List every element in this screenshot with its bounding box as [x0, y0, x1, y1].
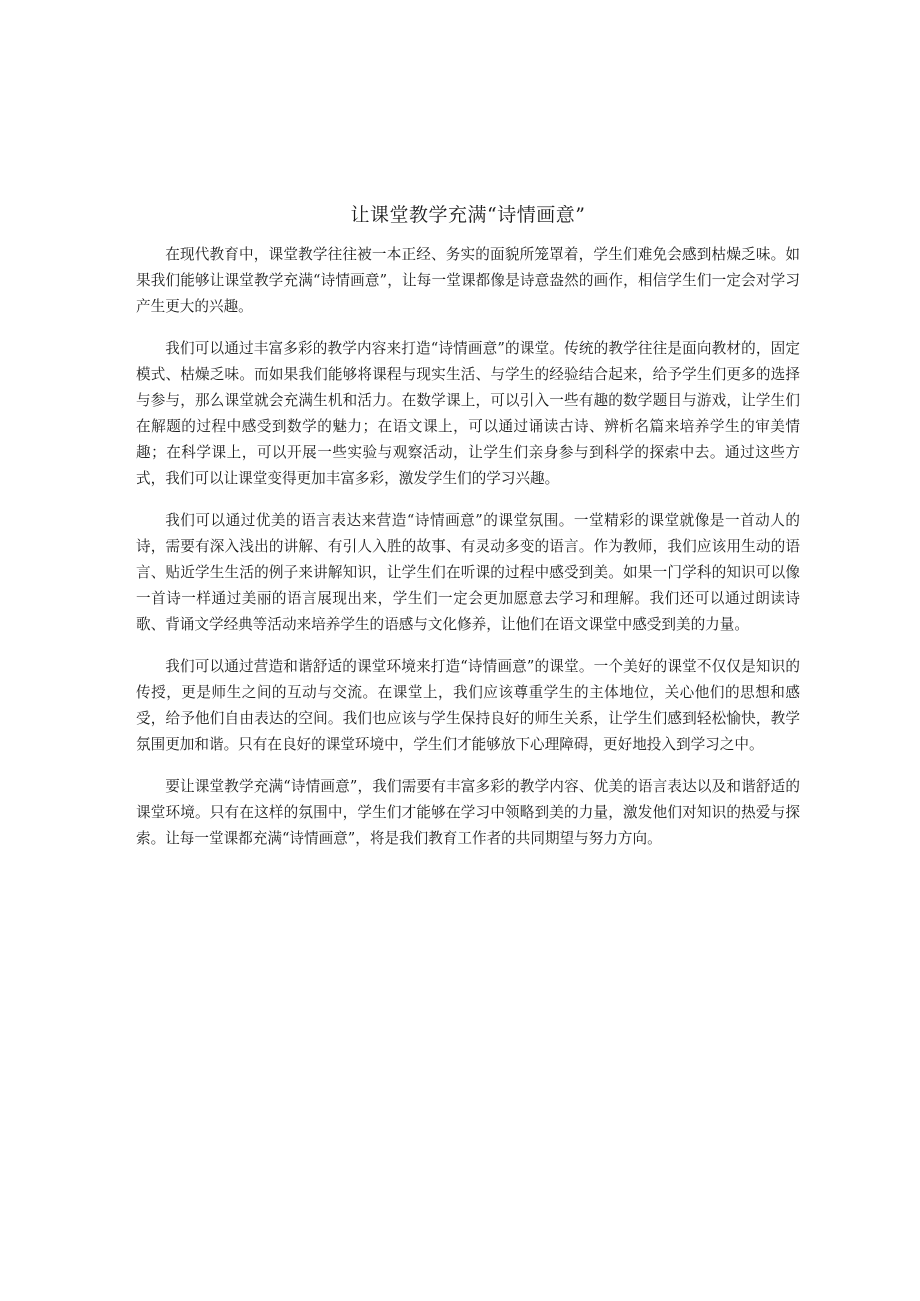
paragraph-intro: 在现代教育中，课堂教学往往被一本正经、务实的面貌所笼罩着，学生们难免会感到枯燥乏味。如果我们能够让课堂教学充满“诗情画意”，让每一堂课都像是诗意盎然的画作，相信学生们一定会对学习产生更大的兴趣。 — [136, 246, 800, 315]
document-title: 让课堂教学充满“诗情画意” — [350, 204, 586, 226]
paragraph-language-expression: 我们可以通过优美的语言表达来营造“诗情画意”的课堂氛围。一堂精彩的课堂就像是一首动人的诗，需要有深入浅出的讲解、有引人入胜的故事、有灵动多变的语言。作为教师，我们应该用生动的语言、贴近学生生活的例子来讲解知识，让学生们在听课的过程中感受到美。如果一门学科的知识可以像一首诗一样通过美丽的语言展现出来，学生们一定会更加愿意去学习和理解。我们还可以通过朗读诗歌、背诵文学经典等活动来培养学生的语感与文化修养，让他们在语文课堂中感受到美的力量。 — [136, 512, 800, 633]
paragraph-teaching-content: 我们可以通过丰富多彩的教学内容来打造“诗情画意”的课堂。传统的教学往往是面向教材的，固定模式、枯燥乏味。而如果我们能够将课程与现实生活、与学生的经验结合起来，给予学生们更多的选择与参与，那么课堂就会充满生机和活力。在数学课上，可以引入一些有趣的数学题目与游戏，让学生们在解题的过程中感受到数学的魅力；在语文课上，可以通过诵读古诗、辨析名篇来培养学生的审美情趣；在科学课上，可以开展一些实验与观察活动，让学生们亲身参与到科学的探索中去。通过这些方式，我们可以让课堂变得更加丰富多彩，激发学生们的学习兴趣。 — [136, 340, 800, 487]
document-page — [136, 202, 800, 868]
paragraph-conclusion: 要让课堂教学充满“诗情画意”，我们需要有丰富多彩的教学内容、优美的语言表达以及和谐舒适的课堂环境。只有在这样的氛围中，学生们才能够在学习中领略到美的力量，激发他们对知识的热爱与探索。让每一堂课都充满“诗情画意”，将是我们教育工作者的共同期望与努力方向。 — [136, 778, 800, 847]
paragraph-classroom-environment: 我们可以通过营造和谐舒适的课堂环境来打造“诗情画意”的课堂。一个美好的课堂不仅仅是知识的传授，更是师生之间的互动与交流。在课堂上，我们应该尊重学生的主体地位，关心他们的思想和感受，给予他们自由表达的空间。我们也应该与学生保持良好的师生关系，让学生们感到轻松愉快，教学氛围更加和谐。只有在良好的课堂环境中，学生们才能够放下心理障碍，更好地投入到学习之中。 — [136, 658, 800, 753]
